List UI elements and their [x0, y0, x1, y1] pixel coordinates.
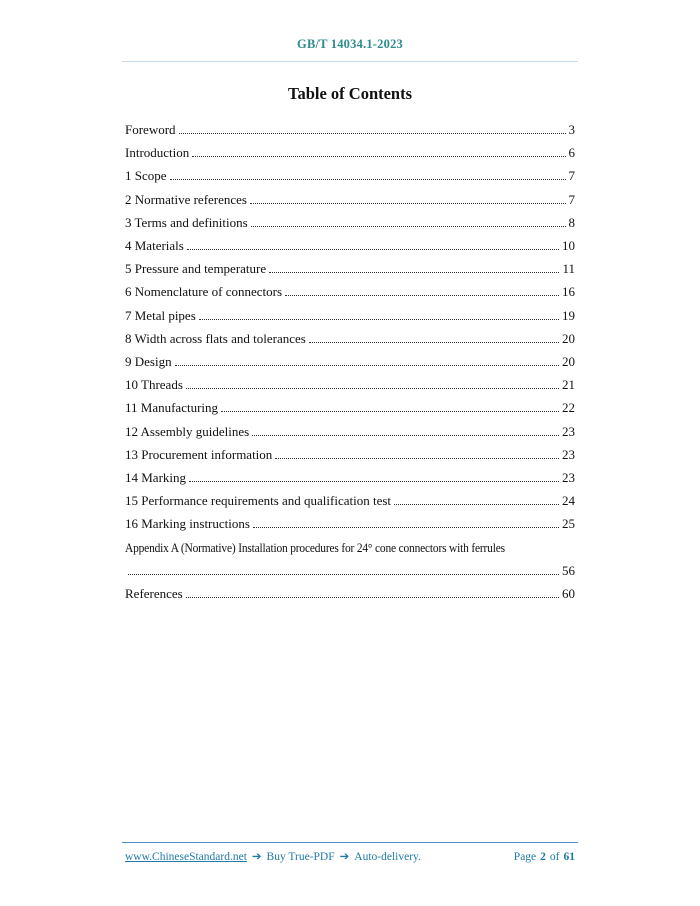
toc-entry-page: 8 — [568, 214, 575, 230]
toc-entry-appendix — [125, 536, 575, 582]
toc-entry-page: 7 — [568, 191, 575, 207]
toc-entry — [125, 257, 575, 280]
toc-entry-label: 3 Terms and definitions — [125, 214, 248, 230]
toc-leader-dots — [285, 291, 559, 296]
toc-entry-page: 7 — [568, 168, 575, 184]
toc-entry-label: 4 Materials — [125, 238, 184, 254]
toc-entry — [125, 373, 575, 396]
arrow-right-icon: ➔ — [339, 851, 350, 863]
footer-info — [125, 849, 421, 863]
toc-entry-page: 24 — [562, 493, 575, 509]
toc-entry — [125, 350, 575, 373]
toc-entry-page: 16 — [562, 284, 575, 300]
page-indicator — [514, 851, 575, 863]
standard-code-header: GB/T 14034.1-2023 — [297, 37, 403, 51]
toc-entry-continuation — [125, 559, 575, 582]
toc-entry — [125, 211, 575, 234]
toc-leader-dots — [309, 338, 559, 343]
toc-entry-label: Introduction — [125, 145, 190, 161]
toc-entry-page: 10 — [562, 238, 575, 254]
toc-entry — [125, 304, 575, 327]
toc-entry — [125, 489, 575, 512]
toc-entry-label: 5 Pressure and temperature — [125, 261, 267, 277]
toc-leader-dots — [175, 361, 559, 366]
toc-entry-label: 13 Procurement information — [125, 446, 273, 462]
toc-entry — [125, 141, 575, 164]
toc-leader-dots — [192, 152, 565, 157]
toc-entry-label: Appendix A (Normative) Installation procedures for 24° cone connectors with ferrules — [125, 539, 505, 555]
toc-entry-page: 20 — [562, 354, 575, 370]
toc-entry-label: 8 Width across flats and tolerances — [125, 330, 306, 346]
toc-entry-label: 11 Manufacturing — [125, 400, 219, 416]
toc-leader-dots — [187, 245, 559, 250]
toc-entry-label: 12 Assembly guidelines — [125, 423, 250, 439]
page-number: 2 — [540, 851, 546, 863]
toc-entry-page: 23 — [562, 423, 575, 439]
toc-leader-dots — [179, 129, 566, 134]
toc-entry-label: 1 Scope — [125, 168, 167, 184]
toc-entry — [125, 443, 575, 466]
toc-entry-label: 16 Marking instructions — [125, 516, 250, 532]
table-of-contents — [125, 118, 575, 605]
toc-entry-label: References — [125, 586, 183, 602]
toc-entry-page: 23 — [562, 446, 575, 462]
page-title: Table of Contents — [287, 84, 413, 103]
footer-delivery-text: Auto-delivery. — [354, 851, 421, 863]
toc-entry — [125, 512, 575, 535]
toc-entry-page: 56 — [562, 562, 575, 578]
toc-leader-dots — [251, 222, 566, 227]
toc-entry-page: 19 — [562, 307, 575, 323]
toc-entry — [125, 582, 575, 605]
toc-leader-dots — [253, 523, 559, 528]
toc-leader-dots — [269, 268, 559, 273]
toc-entry-page: 25 — [562, 516, 575, 532]
toc-leader-dots — [221, 407, 559, 412]
toc-entry-label: 9 Design — [125, 354, 172, 370]
toc-leader-dots — [250, 199, 566, 204]
of-label: of — [549, 851, 560, 863]
toc-entry-page: 60 — [562, 586, 575, 602]
toc-leader-dots — [186, 384, 559, 389]
toc-entry-label: 6 Nomenclature of connectors — [125, 284, 283, 300]
header-rule — [122, 61, 578, 62]
toc-leader-dots — [252, 431, 559, 436]
toc-entry-page: 23 — [562, 470, 575, 486]
toc-entry-label: 14 Marking — [125, 470, 187, 486]
toc-leader-dots — [186, 593, 559, 598]
footer — [125, 849, 575, 863]
toc-entry — [125, 420, 575, 443]
toc-leader-dots — [128, 570, 559, 575]
toc-entry-page: 11 — [562, 261, 575, 277]
toc-entry — [125, 396, 575, 419]
toc-entry-label: 15 Performance requirements and qualification test — [125, 493, 392, 509]
toc-entry-page: 20 — [562, 330, 575, 346]
toc-entry-label: 2 Normative references — [125, 191, 247, 207]
toc-entry-page: 6 — [568, 145, 575, 161]
toc-entry-page: 22 — [562, 400, 575, 416]
toc-entry — [125, 118, 575, 141]
toc-leader-dots — [394, 500, 559, 505]
toc-entry-label: 7 Metal pipes — [125, 307, 196, 323]
toc-entry-label: Foreword — [125, 122, 176, 137]
arrow-right-icon: ➔ — [251, 851, 262, 863]
footer-link[interactable]: www.ChineseStandard.net — [125, 851, 247, 863]
toc-entry-page: 3 — [568, 122, 575, 137]
footer-buy-text: Buy True-PDF — [266, 851, 335, 863]
toc-leader-dots — [275, 454, 559, 459]
toc-entry-label: 10 Threads — [125, 377, 183, 393]
footer-rule — [122, 842, 578, 843]
total-pages: 61 — [563, 851, 575, 863]
toc-entry — [125, 164, 575, 187]
toc-leader-dots — [189, 477, 559, 482]
toc-entry — [125, 280, 575, 303]
toc-entry-page: 21 — [562, 377, 575, 393]
toc-entry — [125, 188, 575, 211]
toc-leader-dots — [170, 175, 566, 180]
toc-entry — [125, 234, 575, 257]
toc-entry — [125, 466, 575, 489]
toc-entry — [125, 327, 575, 350]
page-label: Page — [513, 851, 537, 863]
toc-leader-dots — [199, 315, 559, 320]
